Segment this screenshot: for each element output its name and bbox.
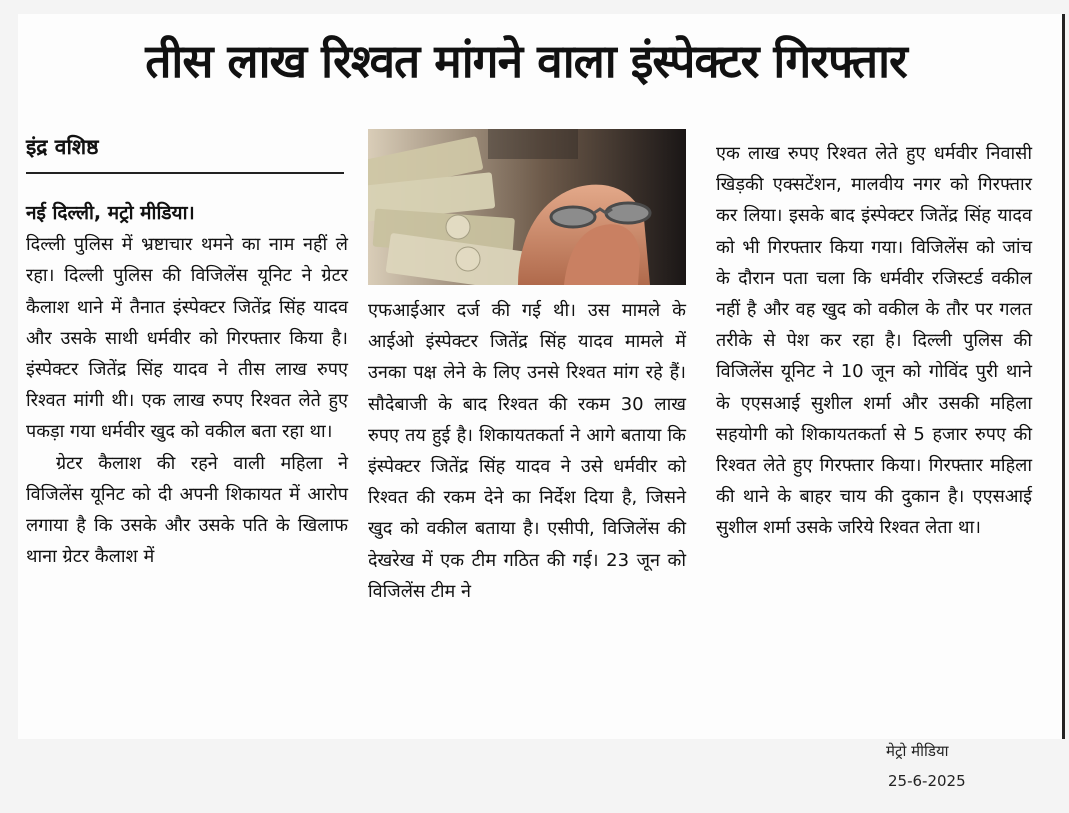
paragraph-4: एक लाख रुपए रिश्वत लेते हुए धर्मवीर निवासी खिड़की एक्सटेंशन, मालवीय नगर को गिरफ्तार कर लिया। इसके बाद इंस्पेक्टर जितेंद्र सिंह यादव को भी गिरफ्तार किया गया। विजिलेंस को जांच के दौरान पता चला कि धर्मवीर रजिस्टर्ड वकील नहीं है और वह खुद को वकील के तौर पर गलत तरीके से पेश कर रहा है। दिल्ली पुलिस की विजिलेंस यूनिट ने 10 जून को गोविंद पुरी थाने के एएसआई सुशील शर्मा और उसकी महिला सहयोगी को शिकायतकर्ता से 5 हजार रुपए की रिश्वत लेते हुए गिरफ्तार किया। गिरफ्तार महिला की थाने के बाहर चाय की दुकान है। एएसआई सुशील शर्मा उसके जरिये रिश्वत लेता था। <box>716 143 1032 539</box>
handcuffs-money-photo <box>368 129 686 285</box>
author-byline: इंद्र वशिष्ठ <box>26 135 99 159</box>
article-column-3 <box>716 138 1032 544</box>
newspaper-clipping <box>18 14 1065 739</box>
source-label: मेट्रो मीडिया <box>886 742 949 760</box>
headline: तीस लाख रिश्वत मांगने वाला इंस्पेक्टर गिरफ्तार <box>145 34 907 88</box>
paragraph-1: दिल्ली पुलिस में भ्रष्टाचार थमने का नाम नहीं ले रहा। दिल्ली पुलिस की विजिलेंस यूनिट ने ग्रेटर कैलाश थाने में तैनात इंस्पेक्टर जितेंद्र सिंह यादव और उसके साथी धर्मवीर को गिरफ्तार किया है। इंस्पेक्टर जितेंद्र सिंह यादव ने तीस लाख रुपए रिश्वत मांगी थी। एक लाख रुपए रिश्वत लेते हुए पकड़ा गया धर्मवीर खुद को वकील बता रहा था। <box>26 234 348 443</box>
article-column-2 <box>368 295 686 607</box>
publish-date: 25-6-2025 <box>888 772 966 790</box>
handcuffs-illustration <box>368 129 686 285</box>
paragraph-3: एफआईआर दर्ज की गई थी। उस मामले के आईओ इंस्पेक्टर जितेंद्र सिंह यादव मामले में उनका पक्ष लेने के लिए उनसे रिश्वत मांग रहे हैं। सौदेबाजी के बाद रिश्वत की रकम 30 लाख रुपए तय हुई है। शिकायतकर्ता ने आगे बताया कि इंस्पेक्टर जितेंद्र सिंह यादव ने उसे धर्मवीर को रिश्वत की रकम देने का निर्देश दिया है, जिसने खुद को वकील बताया है। एसीपी, विजिलेंस की देखरेख में एक टीम गठित की गई। 23 जून को विजिलेंस टीम ने <box>368 300 686 602</box>
byline-divider <box>26 172 344 174</box>
article-column-1 <box>26 198 348 572</box>
dateline: नई दिल्ली, मट्रो मीडिया। <box>26 202 195 224</box>
paragraph-2: ग्रेटर कैलाश की रहने वाली महिला ने विजिलेंस यूनिट को दी अपनी शिकायत में आरोप लगाया है कि उसके और उसके पति के खिलाफ थाना ग्रेटर कैलाश में <box>26 452 348 568</box>
